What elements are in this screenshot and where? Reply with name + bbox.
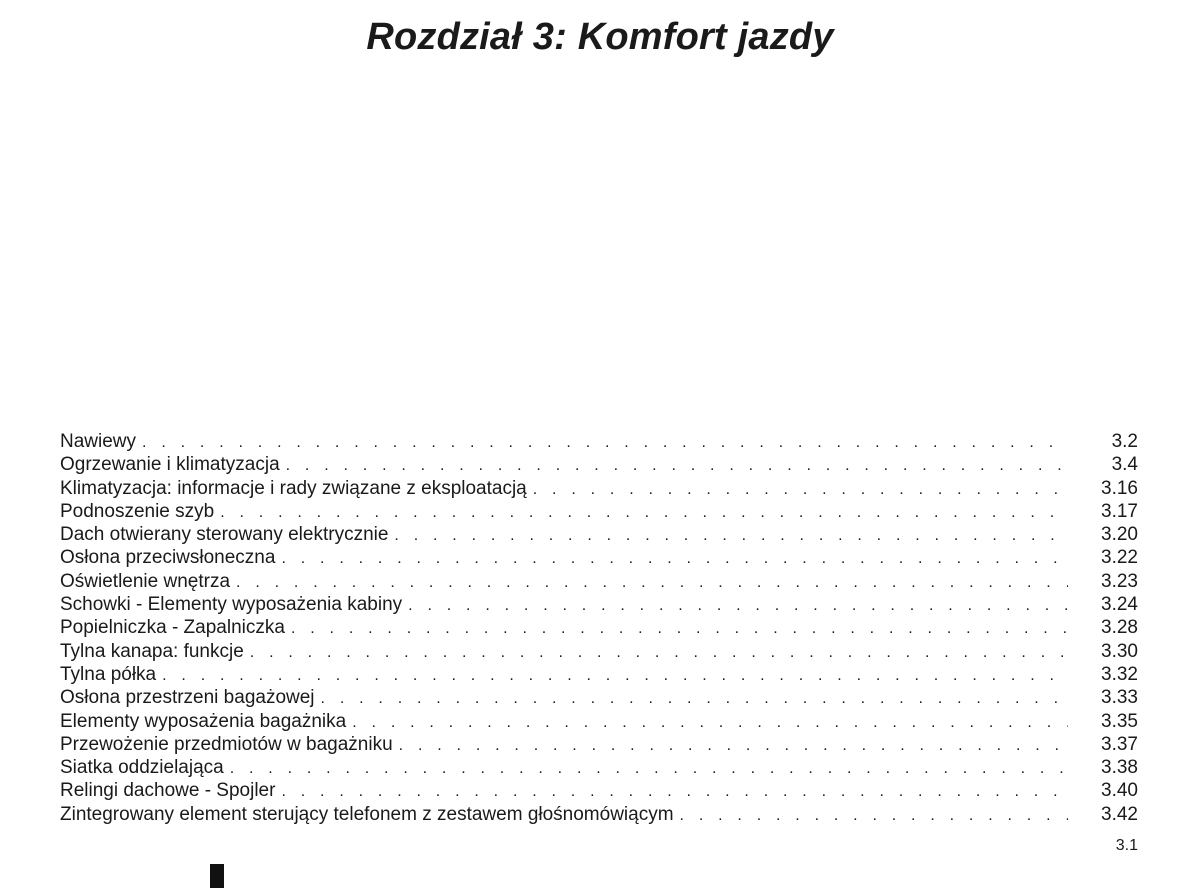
toc-entry[interactable]	[60, 640, 1138, 663]
chapter-title: Rozdział 3: Komfort jazdy	[366, 16, 834, 58]
toc-entry-label: Zintegrowany element sterujący telefonem z zestawem głośnomówiącym	[60, 803, 674, 825]
toc-entry-label: Podnoszenie szyb	[60, 500, 215, 522]
toc-entry[interactable]	[60, 500, 1138, 523]
table-of-contents	[60, 430, 1138, 826]
toc-entry-label: Tylna półka	[60, 663, 157, 685]
toc-entry-page: 3.32	[1101, 663, 1138, 685]
toc-entry[interactable]	[60, 546, 1138, 569]
print-edge-mark	[210, 864, 224, 888]
toc-entry-page: 3.20	[1101, 524, 1138, 546]
toc-entry-label: Schowki - Elementy wyposażenia kabiny	[60, 594, 403, 616]
dot-leader	[399, 734, 1068, 757]
toc-entry[interactable]	[60, 710, 1138, 733]
dot-leader	[286, 454, 1068, 477]
toc-entry-label: Ogrzewanie i klimatyzacja	[60, 454, 280, 476]
toc-entry-page: 3.38	[1101, 757, 1138, 779]
toc-entry[interactable]	[60, 663, 1138, 686]
toc-entry[interactable]	[60, 803, 1138, 826]
toc-entry[interactable]	[60, 430, 1138, 453]
dot-leader	[394, 524, 1068, 547]
toc-entry[interactable]	[60, 523, 1138, 546]
toc-entry-label: Relingi dachowe - Spojler	[60, 780, 276, 802]
dot-leader	[408, 594, 1068, 617]
toc-entry-page: 3.17	[1101, 500, 1138, 522]
page-number: 3.1	[1115, 837, 1138, 854]
toc-entry[interactable]	[60, 779, 1138, 802]
toc-entry-page: 3.33	[1101, 687, 1138, 709]
toc-entry-page: 3.42	[1101, 803, 1138, 825]
toc-entry-label: Tylna kanapa: funkcje	[60, 640, 244, 662]
dot-leader	[220, 501, 1068, 524]
toc-entry[interactable]	[60, 686, 1138, 709]
dot-leader	[236, 571, 1068, 594]
toc-entry-page: 3.28	[1101, 617, 1138, 639]
dot-leader	[230, 757, 1068, 780]
toc-entry[interactable]	[60, 733, 1138, 756]
toc-entry-page: 3.35	[1101, 710, 1138, 732]
toc-entry-page: 3.16	[1101, 477, 1138, 499]
dot-leader	[281, 547, 1068, 570]
toc-entry-label: Popielniczka - Zapalniczka	[60, 617, 285, 639]
toc-entry[interactable]	[60, 570, 1138, 593]
toc-entry-page: 3.24	[1101, 594, 1138, 616]
toc-entry-label: Dach otwierany sterowany elektrycznie	[60, 524, 389, 546]
toc-entry[interactable]	[60, 477, 1138, 500]
toc-entry[interactable]	[60, 453, 1138, 476]
toc-entry[interactable]	[60, 756, 1138, 779]
toc-entry-page: 3.22	[1101, 547, 1138, 569]
toc-entry-page: 3.30	[1101, 640, 1138, 662]
toc-entry-page: 3.40	[1101, 780, 1138, 802]
toc-entry-page: 3.4	[1111, 454, 1138, 476]
toc-entry-label: Osłona przestrzeni bagażowej	[60, 687, 315, 709]
toc-entry[interactable]	[60, 593, 1138, 616]
toc-entry-label: Przewożenie przedmiotów w bagażniku	[60, 733, 393, 755]
dot-leader	[162, 664, 1068, 687]
toc-entry-label: Elementy wyposażenia bagażnika	[60, 710, 347, 732]
dot-leader	[680, 804, 1068, 827]
toc-entry-label: Klimatyzacja: informacje i rady związane z eksploatacją	[60, 477, 527, 499]
dot-leader	[321, 687, 1068, 710]
toc-entry-label: Siatka oddzielająca	[60, 757, 224, 779]
toc-entry-page: 3.37	[1101, 733, 1138, 755]
toc-entry-label: Nawiewy	[60, 431, 137, 452]
dot-leader	[352, 711, 1068, 734]
dot-leader	[250, 641, 1068, 664]
dot-leader	[291, 617, 1068, 640]
toc-entry-page: 3.2	[1111, 431, 1138, 452]
dot-leader	[281, 780, 1068, 803]
dot-leader	[142, 431, 1068, 454]
dot-leader	[533, 478, 1068, 501]
toc-entry-label: Osłona przeciwsłoneczna	[60, 547, 276, 569]
toc-entry-page: 3.23	[1101, 570, 1138, 592]
toc-entry-label: Oświetlenie wnętrza	[60, 570, 231, 592]
toc-entry[interactable]	[60, 616, 1138, 639]
